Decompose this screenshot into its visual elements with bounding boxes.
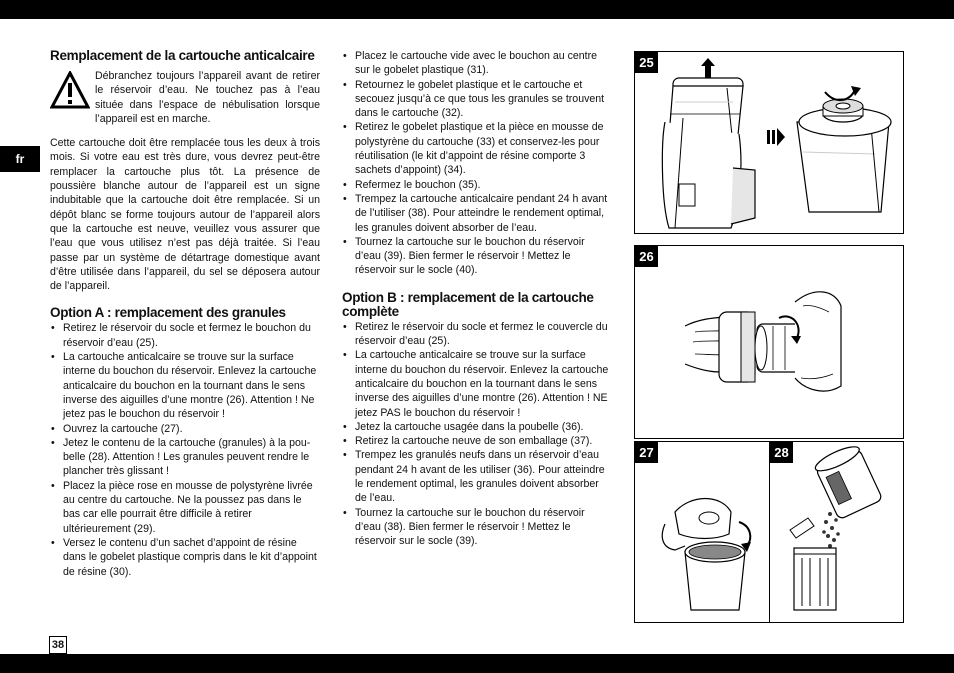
list-item: • Retirez la cartouche neuve de son emballage (37). [342,434,612,448]
middle-column [342,49,612,549]
option-b-heading: Option B : remplacement de la cartouche complète [342,289,594,319]
option-a-heading: Option A : remplacement des granules [50,305,286,321]
intro-paragraph: Cette cartouche doit être remplacée tous les deux à trois mois. Si votre eau est très dure, vous devrez peut-être remplacer la cartouche plus tôt. La présence de poussière blanche autour de l’appareil est un signe indubitable que la cartouche doit être remplacée. Si un dépôt blanc se forme toujours autour de l’appareil alors que la cartouche est neuve, veuillez vous assurer que l’eau que vous utilisez n’est pas déjà traitée. Si l’eau passe par un système de détartrage domestique avant d’être utilisée dans l’appareil, du sel se déposera autour de l’appareil. [50,137,320,293]
list-item: • Versez le contenu d’un sachet d’appoint de résine dans le gobelet plastique compris dans le kit d’appoint de résine (30). [50,536,320,579]
open-cartridge-illustration [635,442,769,622]
figure-28 [769,441,904,623]
page-number: 38 [49,636,67,654]
list-item: • Retournez le gobelet plastique et le cartouche et secouez jusqu’à ce que tous les granules se trouvent dans le cartouche (32). [342,78,612,121]
list-item: • Tournez la cartouche sur le bouchon du réservoir d’eau (39). Bien fermer le réservoir ! Mettez le réservoir sur le socle (40). [342,235,612,278]
option-a-list [50,321,320,578]
humidifier-tank-illustration [635,52,903,233]
list-item: • La cartouche anticalcaire se trouve sur la surface interne du bouchon du réservoir. Enlevez la cartouche anticalcaire du bouchon en la tournant dans le sens inverse des aiguilles d’une montre (26). Attention ! Ne jetez pas le bouchon du réservoir ! [50,350,320,421]
warning-block [50,69,320,126]
list-item: • Retirez le réservoir du socle et fermez le bouchon du réservoir d’eau (25). [50,321,320,350]
list-item: • Retirez le gobelet plastique et la pièce en mousse de polystyrène du cartouche (33) et conservez-les pour réutilisation (le kit d’appoint de résine comporte 3 sachets d’appoint) (34). [342,120,612,177]
language-tab: fr [0,146,40,172]
list-item: • Tournez la cartouche sur le bouchon du réservoir d’eau (38). Bien fermer le réservoir ! Mettez le réservoir sur le socle (39). [342,506,612,549]
list-item: • Jetez le contenu de la cartouche (granules) à la pou-belle (28). Attention ! Les granules peuvent rendre le plancher très glissant ! [50,436,320,479]
figure-27 [634,441,770,623]
figure-label: 27 [635,442,658,463]
list-item: • Retirez le réservoir du socle et fermez le couvercle du réservoir d’eau (25). [342,320,612,349]
cartridge-unscrew-illustration [635,246,903,438]
option-b-list [342,320,612,549]
warning-text: Débranchez toujours l’appareil avant de retirer le réservoir d’eau. Ne touchez pas à l’eau située dans l’espace de nébulisation lorsque l’appareil est en marche. [95,70,320,125]
list-item: • Ouvrez la cartouche (27). [50,422,320,436]
bottom-black-bar [0,654,954,673]
list-item: • Trempez la cartouche anticalcaire pendant 24 h avant de l’utiliser (38). Pour atteindre le rendement optimal, les granules doivent absorber de l’eau. [342,192,612,235]
figure-label: 26 [635,246,658,267]
figure-label: 28 [770,442,793,463]
list-item: • Refermez le bouchon (35). [342,178,612,192]
warning-triangle-icon [50,71,95,111]
left-column [50,49,320,579]
list-item: • Jetez la cartouche usagée dans la poubelle (36). [342,420,612,434]
pour-granules-illustration [770,442,903,622]
section-heading: Remplacement de la cartouche anticalcaire [50,48,315,63]
list-item: • La cartouche anticalcaire se trouve sur la surface interne du bouchon du réservoir. Enlevez la cartouche anticalcaire du bouchon en la tournant dans le sens inverse des aiguilles d’une montre (26). Attention ! NE jetez PAS le bouchon du réservoir ! [342,348,612,419]
list-item: • Placez le cartouche vide avec le bouchon au centre sur le gobelet plastique (31). [342,49,612,78]
figure-25 [634,51,904,234]
figure-label: 25 [635,52,658,73]
figure-26 [634,245,904,439]
option-a-continued-list [342,49,612,278]
list-item: • Placez la pièce rose en mousse de polystyrène livrée au centre du cartouche. Ne la poussez pas dans le bas car elle pourrait être difficile à retirer ultérieurement (29). [50,479,320,536]
top-black-bar [0,0,954,19]
list-item: • Trempez les granulés neufs dans un réservoir d’eau pendant 24 h avant de les utiliser (36). Pour atteindre le rendement optimal, les granules doivent absorber de l’eau. [342,448,612,505]
